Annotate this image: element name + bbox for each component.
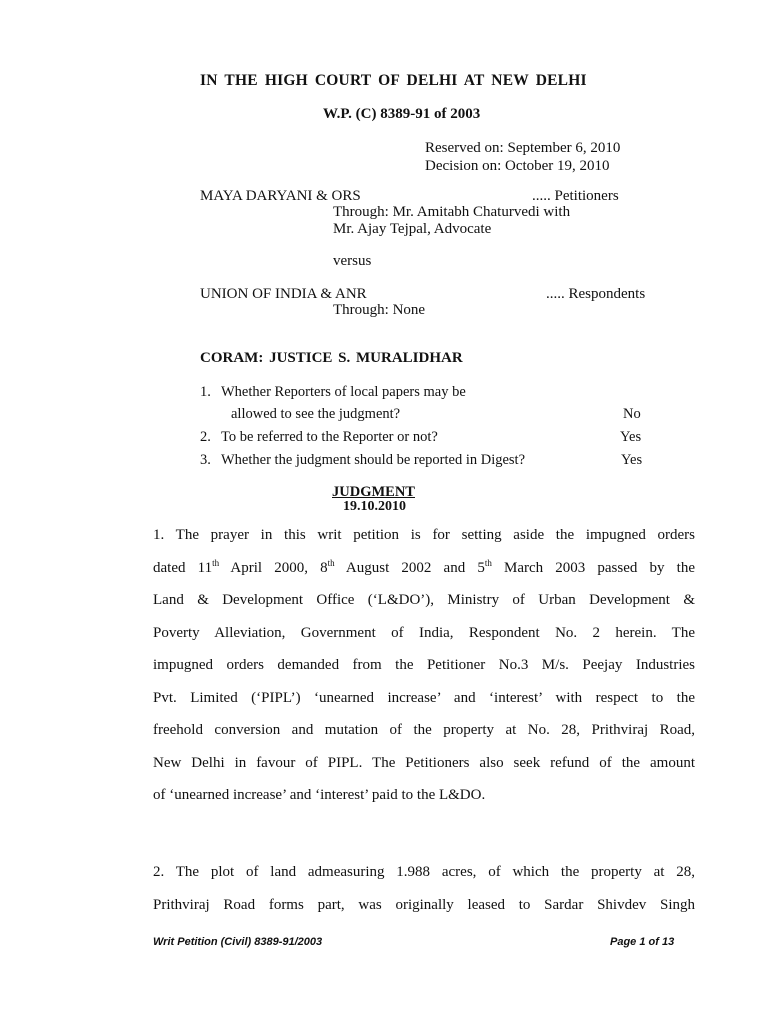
coram: CORAM: JUSTICE S. MURALIDHAR <box>200 350 463 366</box>
versus-label: versus <box>333 253 372 269</box>
para1-line: 1. The prayer in this writ petition is for setting aside the impugned orders <box>153 527 695 543</box>
footer-page-number: Page 1 of 13 <box>610 936 675 948</box>
para1-text: dated 11 <box>153 559 213 576</box>
question-3-num: 3. <box>200 452 211 468</box>
judgment-date: 19.10.2010 <box>343 499 406 514</box>
para1-line: impugned orders demanded from the Petitioner No.3 M/s. Peejay Industries <box>153 657 695 673</box>
question-3-answer: Yes <box>621 452 643 468</box>
question-1-text: Whether Reporters of local papers may be <box>221 384 466 400</box>
ordinal-suffix: th <box>212 557 220 568</box>
petitioner-counsel-line-2: Mr. Ajay Tejpal, Advocate <box>333 221 492 237</box>
petitioner-counsel <box>333 204 570 238</box>
question-2-answer: Yes <box>620 429 642 445</box>
case-number: W.P. (C) 8389-91 of 2003 <box>323 106 481 122</box>
question-1-num: 1. <box>200 384 211 400</box>
paragraph-2 <box>153 856 695 921</box>
para1-text: April 2000, 8 <box>219 559 328 576</box>
question-1-answer: No <box>623 406 641 422</box>
para2-line: 2. The plot of land admeasuring 1.988 acres, of which the property at 28, <box>153 864 695 880</box>
para1-line <box>153 552 695 585</box>
dates-block <box>425 139 620 175</box>
question-2-text: To be referred to the Reporter or not? <box>221 429 438 445</box>
ordinal-suffix: th <box>327 557 335 568</box>
court-title: IN THE HIGH COURT OF DELHI AT NEW DELHI <box>200 72 587 89</box>
petitioner-role: ..... Petitioners <box>532 188 619 204</box>
ordinal-suffix: th <box>484 557 492 568</box>
footer-case-title: Writ Petition (Civil) 8389-91/2003 <box>153 936 323 948</box>
para1-text: March 2003 passed by the <box>491 559 695 576</box>
question-2-num: 2. <box>200 429 211 445</box>
question-3-text: Whether the judgment should be reported in Digest? <box>221 452 526 468</box>
respondent-counsel: Through: None <box>333 302 426 318</box>
paragraph-1 <box>153 519 695 812</box>
petitioner-counsel-line-1: Through: Mr. Amitabh Chaturvedi with <box>333 204 571 220</box>
para1-line: freehold conversion and mutation of the property at No. 28, Prithviraj Road, <box>153 722 695 738</box>
reserved-date: Reserved on: September 6, 2010 <box>425 140 621 156</box>
para1-line: Poverty Alleviation, Government of India, Respondent No. 2 herein. The <box>153 624 695 641</box>
question-1-text-cont: allowed to see the judgment? <box>231 406 401 422</box>
petitioner-name: MAYA DARYANI & ORS <box>200 188 361 204</box>
para1-line: of ‘unearned increase’ and ‘interest’ paid to the L&DO. <box>153 787 486 803</box>
judgment-heading: JUDGMENT <box>332 484 415 500</box>
respondent-role: ..... Respondents <box>546 286 646 302</box>
para1-line: Pvt. Limited (‘PIPL’) ‘unearned increase’ and ‘interest’ with respect to the <box>153 689 695 706</box>
para1-text: August 2002 and 5 <box>334 559 485 576</box>
para1-line: Land & Development Office (‘L&DO’), Ministry of Urban Development & <box>153 592 695 608</box>
para1-line: New Delhi in favour of PIPL. The Petitioners also seek refund of the amount <box>153 754 695 771</box>
respondent-name: UNION OF INDIA & ANR <box>200 286 367 302</box>
decision-date: Decision on: October 19, 2010 <box>425 158 610 174</box>
para2-line: Prithviraj Road forms part, was originally leased to Sardar Shivdev Singh <box>153 896 695 913</box>
